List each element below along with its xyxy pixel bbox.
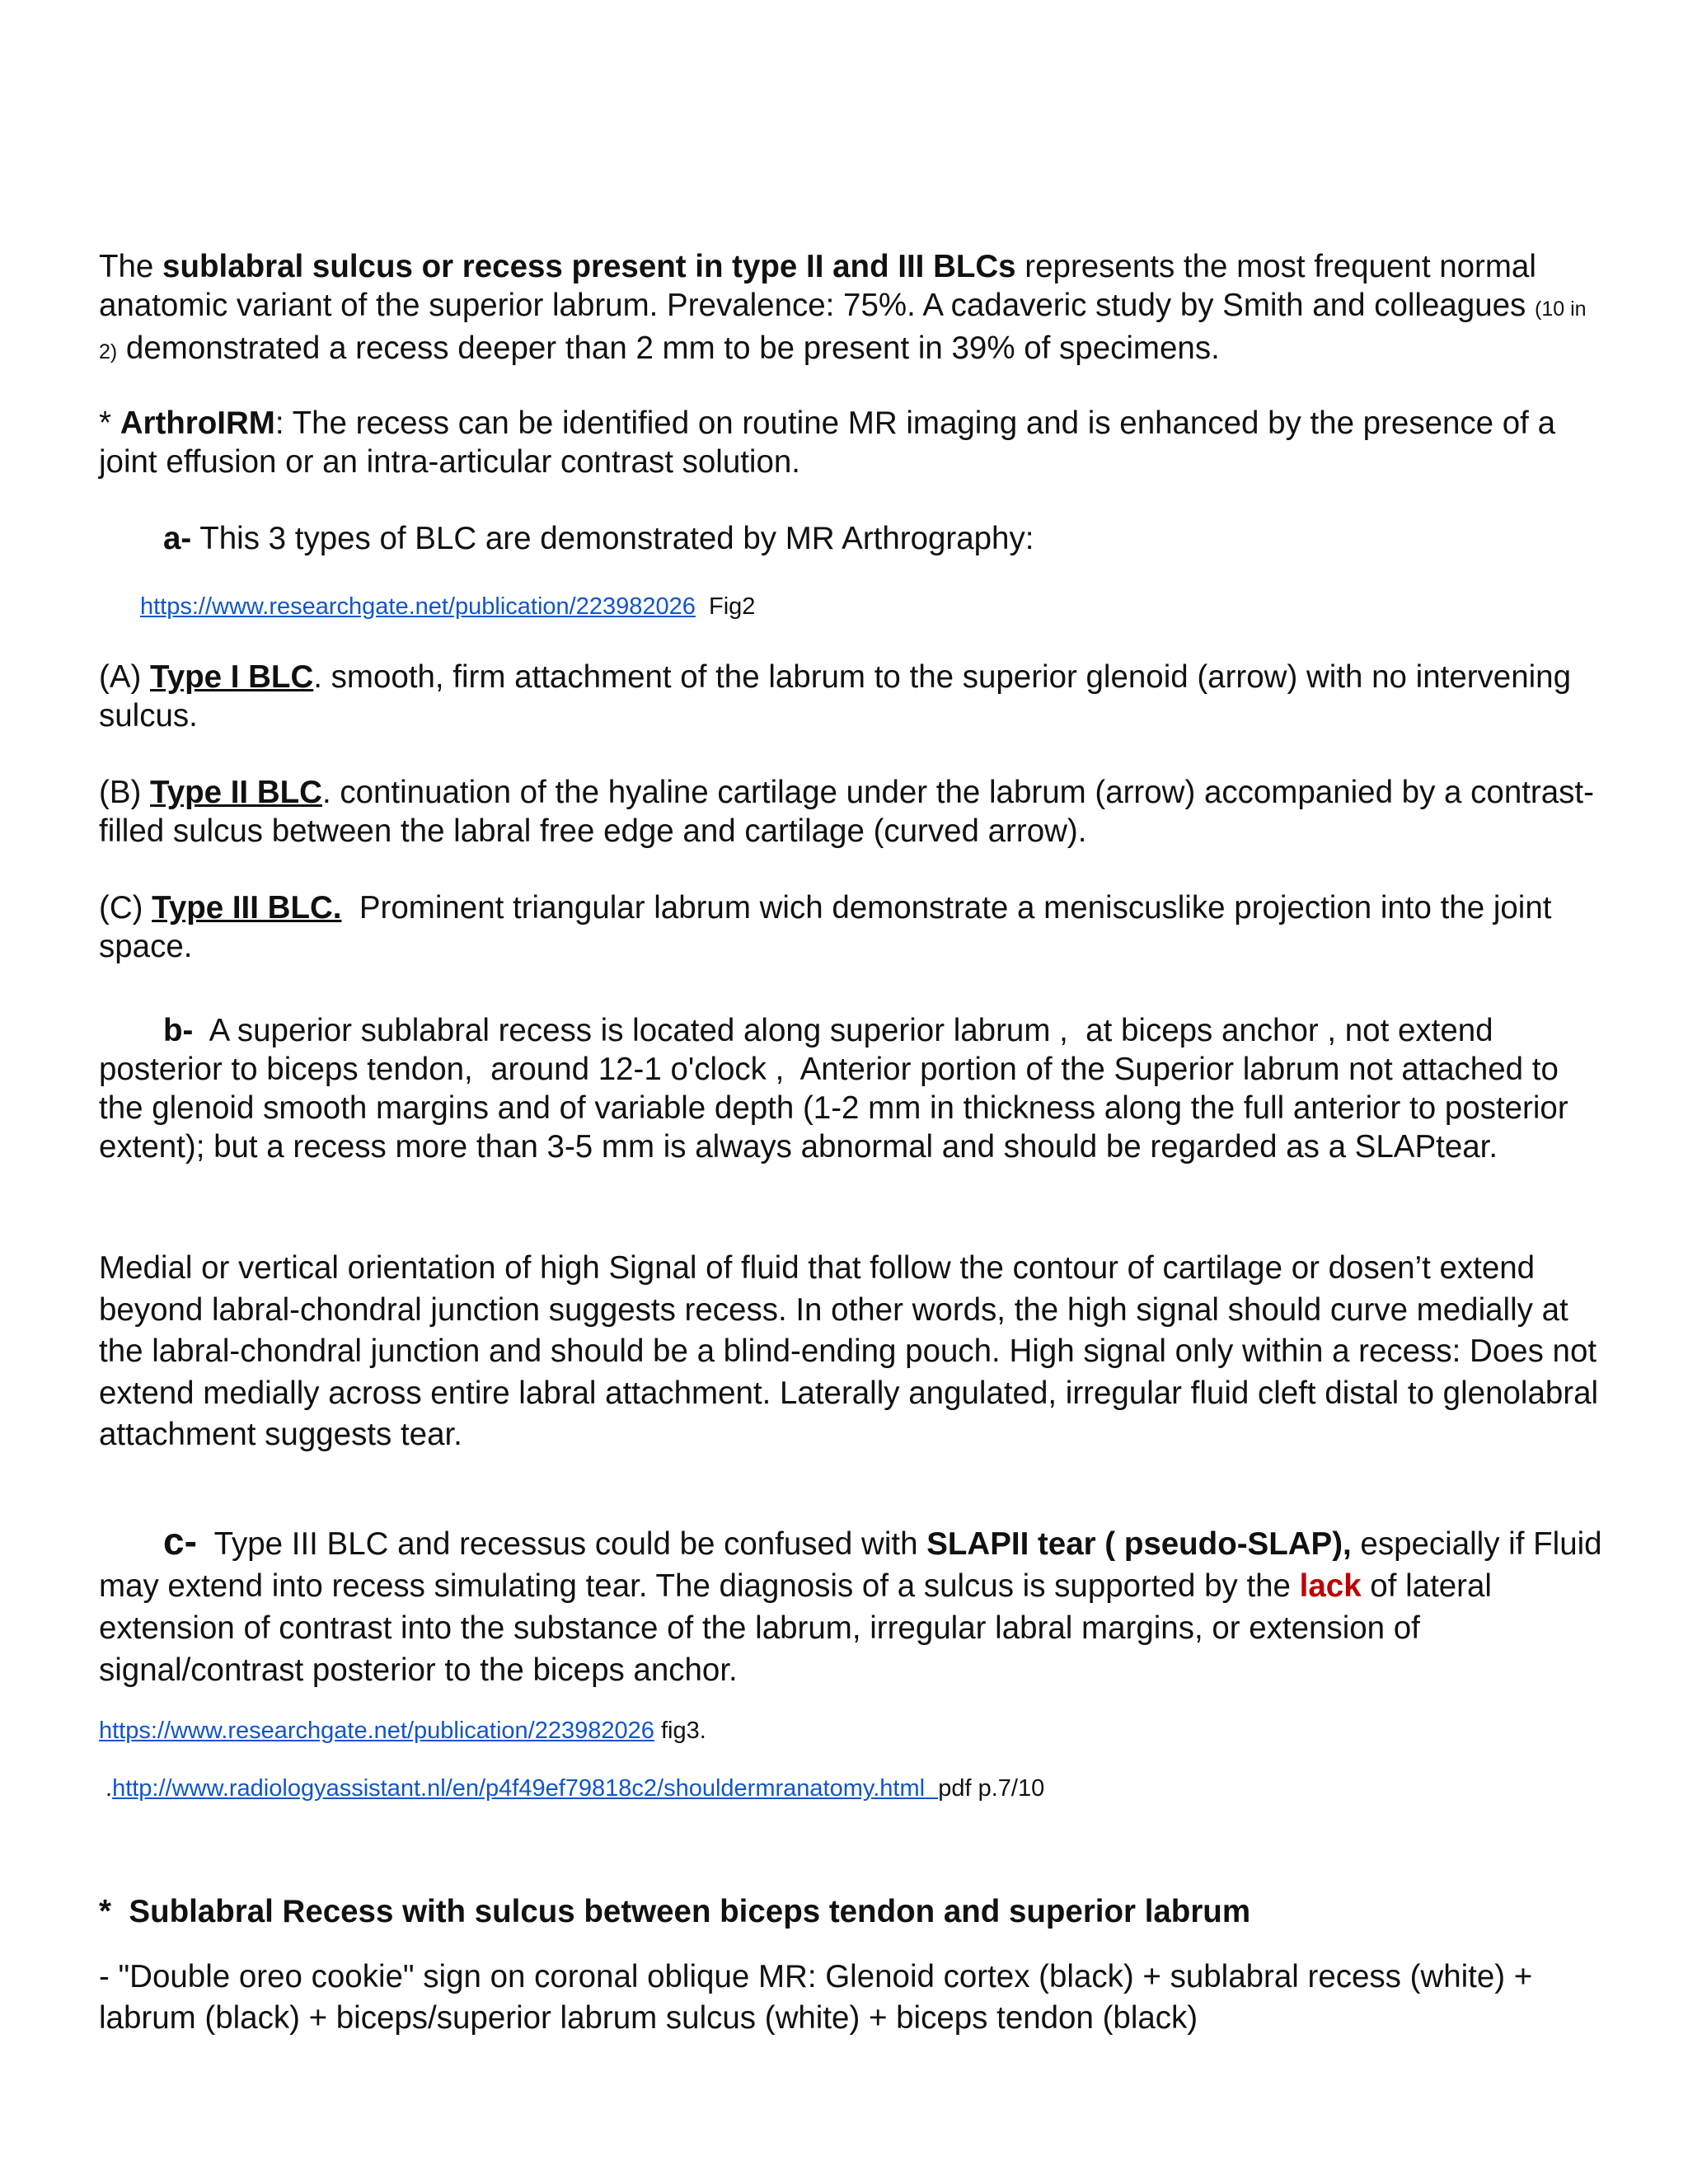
item-marker-c: c- bbox=[163, 1520, 197, 1563]
paragraph-type-c bbox=[99, 888, 1607, 966]
paragraph-double-oreo bbox=[99, 1957, 1607, 2039]
bold-term: sublabral sulcus or recess present in type II and III BLCs bbox=[162, 249, 1016, 284]
text: : The recess can be identified on routine MR imaging and is enhanced by the presence of a joint effusion or an intra-articular contrast solution. bbox=[99, 405, 1555, 480]
text: Medial or vertical orientation of high Signal of fluid that follow the contour of cartilage or dosen’t extend beyond labral-chondral junction suggests recess. In other words, the high signal should curve medially at the labral-chondral junction and should be a blind-ending pouch. High signal only within a recess: Does not extend medially across entire labral attachment. Laterally angulated, irregular fluid cleft distal to glenolabral attachment suggests tear. bbox=[99, 1250, 1599, 1452]
text: . continuation of the hyaline cartilage under the labrum (arrow) accompanied by a contrast-filled sulcus between the labral free edge and cartilage (curved arrow). bbox=[99, 775, 1594, 849]
text: of lateral extension of contrast into the substance of the labrum, irregular labral margins, or extension of signal/contrast posterior to the biceps anchor. bbox=[99, 1568, 1501, 1688]
researchgate-link[interactable]: https://www.researchgate.net/publication/223982026 bbox=[140, 593, 696, 620]
text: especially if Fluid may extend into recess simulating tear. The diagnosis of a sulcus is supported by the bbox=[99, 1526, 1611, 1604]
text: . smooth, firm attachment of the labrum to the superior glenoid (arrow) with no intervening sulcus. bbox=[99, 659, 1572, 733]
text: (B) bbox=[99, 775, 151, 810]
figure-ref: fig3. bbox=[654, 1718, 706, 1744]
section-heading bbox=[99, 1892, 1607, 1931]
reference-line-1 bbox=[140, 592, 755, 621]
bullet-star: * bbox=[99, 405, 120, 441]
bold-term: SLAPII tear ( pseudo-SLAP), bbox=[926, 1526, 1352, 1562]
text: A superior sublabral recess is located along superior labrum , at biceps anchor , not extend posterior to biceps tendon, around 12-1 o'clock , Anterior portion of the Superior labrum not attached to the glenoid smooth margins and of variable depth (1-2 mm in thickness along the full anterior to posterior extent); but a recess more than 3-5 mm is always abnormal and should be regarded as a SLAPtear. bbox=[99, 1013, 1578, 1165]
reference-line-3 bbox=[106, 1774, 1044, 1803]
paragraph-type-b bbox=[99, 773, 1607, 851]
paragraph-type-a bbox=[99, 658, 1607, 735]
text: . bbox=[106, 1775, 113, 1802]
paragraph-medial bbox=[99, 1248, 1607, 1456]
highlight-red: lack bbox=[1299, 1568, 1362, 1604]
text: (C) bbox=[99, 890, 152, 926]
radiologyassistant-link[interactable]: http://www.radiologyassistant.nl/en/p4f49ef79818c2/shouldermranatomy.html bbox=[112, 1775, 939, 1802]
type-label: Type II BLC bbox=[150, 775, 322, 810]
paragraph-b bbox=[99, 1011, 1607, 1166]
text: Prominent triangular labrum wich demonstrate a meniscuslike projection into the joint space. bbox=[99, 890, 1561, 964]
text: (A) bbox=[99, 659, 151, 695]
heading-text: Sublabral Recess with sulcus between biceps tendon and superior labrum bbox=[129, 1894, 1251, 1929]
text: represents the most frequent normal anatomic variant of the superior labrum. Prevalence: 75%. A cadaveric study by Smith and colleagues bbox=[99, 249, 1536, 323]
type-label: Type I BLC bbox=[150, 659, 314, 695]
text: This 3 types of BLC are demonstrated by MR Arthrography: bbox=[191, 521, 1034, 556]
reference-line-2 bbox=[99, 1716, 706, 1746]
text: Type III BLC and recessus could be confused with bbox=[196, 1526, 927, 1562]
paragraph-c bbox=[99, 1520, 1611, 1691]
paragraph-arthroirm bbox=[99, 404, 1607, 481]
text: demonstrated a recess deeper than 2 mm to be present in 39% of specimens. bbox=[117, 330, 1220, 366]
text: - "Double oreo cookie" sign on coronal oblique MR: Glenoid cortex (black) + sublabral recess (white) + labrum (black) + biceps/superior labrum sulcus (white) + biceps tendon (black) bbox=[99, 1959, 1533, 2036]
pdf-page-ref: pdf p.7/10 bbox=[938, 1775, 1045, 1802]
researchgate-link[interactable]: https://www.researchgate.net/publication/223982026 bbox=[99, 1718, 654, 1744]
bullet-star: * bbox=[99, 1894, 129, 1929]
item-marker-b: b- bbox=[163, 1013, 194, 1048]
paragraph-intro bbox=[99, 247, 1607, 372]
text: The bbox=[99, 249, 163, 284]
figure-ref: Fig2 bbox=[695, 593, 756, 620]
bold-term: ArthroIRM bbox=[120, 405, 275, 441]
type-label: Type III BLC. bbox=[152, 890, 342, 926]
reference-note: (10 in 2) bbox=[99, 298, 1587, 363]
paragraph-a bbox=[99, 519, 1607, 558]
item-marker-a: a- bbox=[163, 521, 192, 556]
